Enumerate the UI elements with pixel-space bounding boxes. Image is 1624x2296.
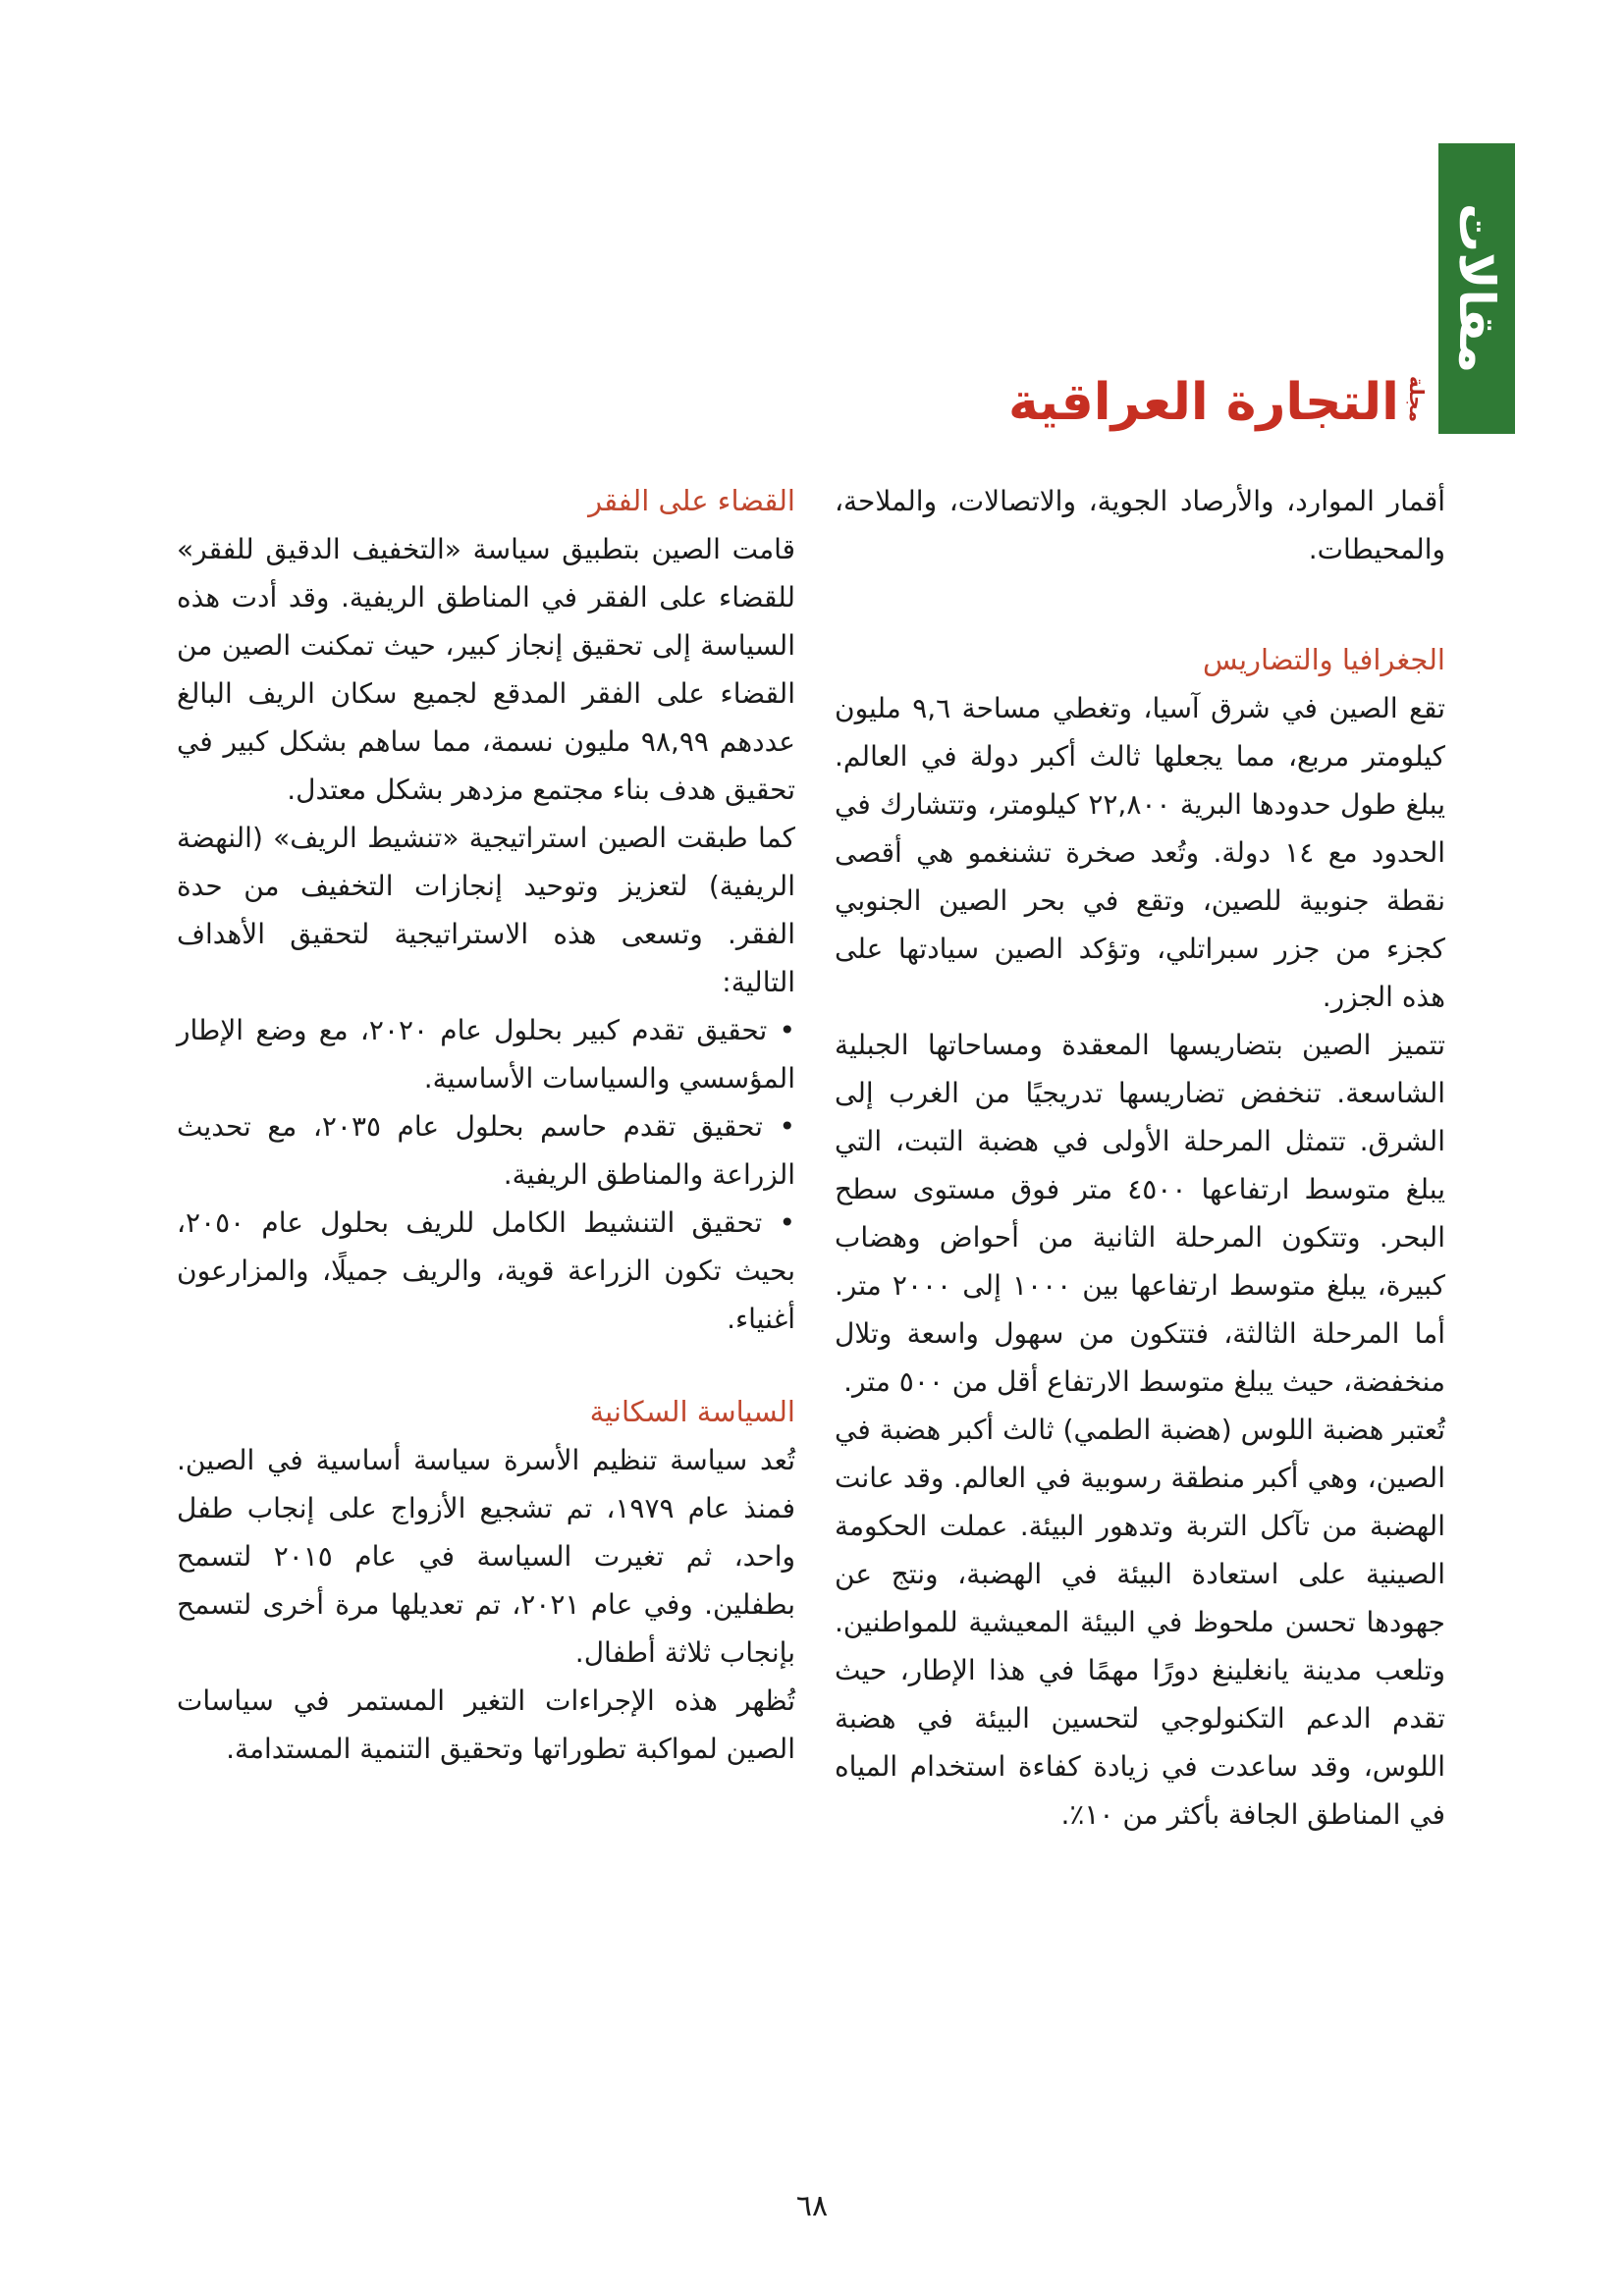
poverty-bullet-2: • تحقيق تقدم حاسم بحلول عام ٢٠٣٥، مع تحديث الزراعة والمناطق الريفية. xyxy=(177,1110,795,1191)
poverty-bullet-3: • تحقيق التنشيط الكامل للريف بحلول عام ٢٠٥٠، بحيث تكون الزراعة قوية، والريف جميلًا، والمزارعون أغنياء. xyxy=(177,1206,795,1335)
left-column xyxy=(177,477,795,1773)
geography-heading: الجغرافيا والتضاريس xyxy=(1202,643,1445,676)
poverty-paragraph-1: قامت الصين بتطبيق سياسة «التخفيف الدقيق للفقر» للقضاء على الفقر في المناطق الريفية. وقد أدت هذه السياسة إلى تحقيق إنجاز كبير، حيث تمكنت الصين من القضاء على الفقر المدقع لجميع سكان الريف البالغ عددهم ٩٨,٩٩ مليون نسمة، مما ساهم بشكل كبير في تحقيق هدف بناء مجتمع مزدهر بشكل معتدل. xyxy=(177,533,795,806)
page-number: ٦٨ xyxy=(795,2189,829,2223)
geography-paragraph-3: تُعتبر هضبة اللوس (هضبة الطمي) ثالث أكبر هضبة في الصين، وهي أكبر منطقة رسوبية في العالم. وقد عانت الهضبة من تآكل التربة وتدهور البيئة. عملت الحكومة الصينية على استعادة البيئة في الهضبة، ونتج عن جهودها تحسن ملحوظ في البيئة المعيشية للمواطنين. وتلعب مدينة يانغلينغ دورًا مهمًا في هذا الإطار، حيث تقدم الدعم التكنولوجي لتحسين البيئة في هضبة اللوس، وقد ساعدت في زيادة كفاءة استخدام المياه في المناطق الجافة بأكثر من ١٠٪. xyxy=(835,1414,1445,1831)
intro-paragraph: أقمار الموارد، والأرصاد الجوية، والاتصالات، والملاحة، والمحيطات. xyxy=(835,485,1445,565)
geography-paragraph-2: تتميز الصين بتضاريسها المعقدة ومساحاتها الجبلية الشاسعة. تنخفض تضاريسها تدريجيًا من الغرب إلى الشرق. تتمثل المرحلة الأولى في هضبة التبت، التي يبلغ متوسط ارتفاعها ٤٥٠٠ متر فوق مستوى سطح البحر. وتتكون المرحلة الثانية من أحواض وهضاب كبيرة، يبلغ متوسط ارتفاعها بين ١٠٠٠ إلى ٢٠٠٠ متر. أما المرحلة الثالثة، فتتكون من سهول واسعة وتلال منخفضة، حيث يبلغ متوسط الارتفاع أقل من ٥٠٠ متر. xyxy=(835,1029,1445,1398)
poverty-paragraph-2: كما طبقت الصين استراتيجية «تنشيط الريف» (النهضة الريفية) لتعزيز وتوحيد إنجازات التخفيف من حدة الفقر. وتسعى هذه الاستراتيجية لتحقيق الأهداف التالية: xyxy=(177,822,795,998)
section-tab-label: مقالات xyxy=(1448,203,1505,374)
masthead-small-label: مجلة xyxy=(1405,375,1429,422)
population-paragraph-2: تُظهر هذه الإجراءات التغير المستمر في سياسات الصين لمواكبة تطوراتها وتحقيق التنمية المستدامة. xyxy=(177,1684,795,1765)
masthead-title: التجارة العراقية xyxy=(1008,373,1399,432)
population-heading: السياسة السكانية xyxy=(589,1395,795,1428)
poverty-bullet-1: • تحقيق تقدم كبير بحلول عام ٢٠٢٠، مع وضع الإطار المؤسسي والسياسات الأساسية. xyxy=(177,1014,795,1095)
population-paragraph-1: تُعد سياسة تنظيم الأسرة سياسة أساسية في الصين. فمنذ عام ١٩٧٩، تم تشجيع الأزواج على إنجاب طفل واحد، ثم تغيرت السياسة في عام ٢٠١٥ لتسمح بطفلين. وفي عام ٢٠٢١، تم تعديلها مرة أخرى لتسمح بإنجاب ثلاثة أطفال. xyxy=(177,1444,796,1669)
geography-paragraph-1: تقع الصين في شرق آسيا، وتغطي مساحة ٩,٦ مليون كيلومتر مربع، مما يجعلها ثالث أكبر دولة في العالم. يبلغ طول حدودها البرية ٢٢,٨٠٠ كيلومتر، وتتشارك في الحدود مع ١٤ دولة. وتُعد صخرة تشنغمو هي أقصى نقطة جنوبية للصين، وتقع في بحر الصين الجنوبي كجزء من جزر سبراتلي، وتؤكد الصين سيادتها على هذه الجزر. xyxy=(835,692,1446,1013)
right-column xyxy=(835,477,1445,1839)
poverty-heading: القضاء على الفقر xyxy=(588,484,795,517)
magazine-masthead xyxy=(1008,353,1429,432)
section-tab xyxy=(1438,143,1515,434)
